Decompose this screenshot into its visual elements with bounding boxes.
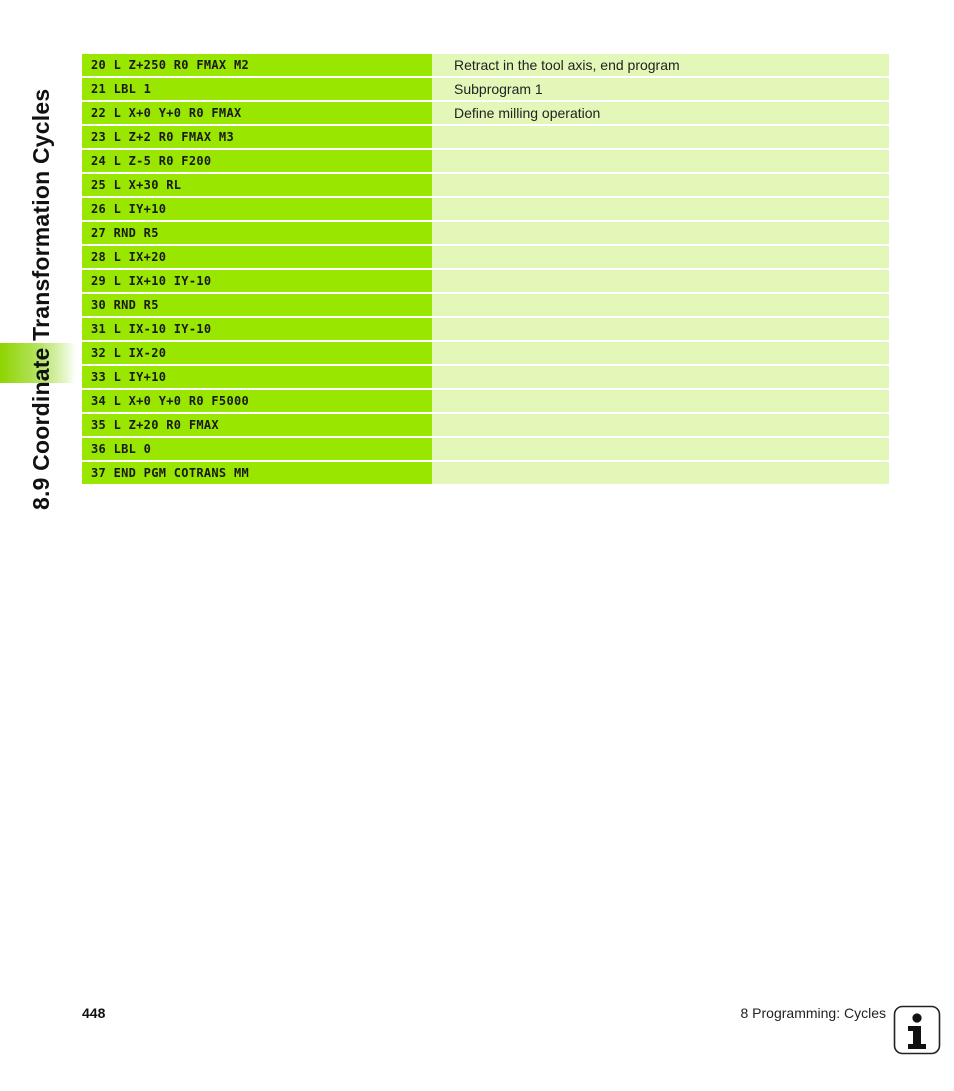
description-cell [432,414,889,438]
code-cell: 36 LBL 0 [82,438,432,462]
description-cell [432,198,889,222]
chapter-label: 8 Programming: Cycles [740,1005,886,1021]
section-title: 8.9 Coordinate Transformation Cycles [28,88,54,510]
code-cell: 29 L IX+10 IY-10 [82,270,432,294]
code-cell: 34 L X+0 Y+0 R0 F5000 [82,390,432,414]
table-row [82,54,889,78]
table-row [82,78,889,102]
description-cell: Subprogram 1 [432,78,889,102]
code-cell: 30 RND R5 [82,294,432,318]
code-cell: 20 L Z+250 R0 FMAX M2 [82,54,432,78]
description-cell [432,294,889,318]
code-cell: 22 L X+0 Y+0 R0 FMAX [82,102,432,126]
code-cell: 21 LBL 1 [82,78,432,102]
description-cell [432,150,889,174]
table-row [82,174,889,198]
table-row [82,102,889,126]
code-cell: 31 L IX-10 IY-10 [82,318,432,342]
description-cell [432,318,889,342]
table-row [82,414,889,438]
code-cell: 37 END PGM COTRANS MM [82,462,432,486]
table-row [82,294,889,318]
table-row [82,150,889,174]
description-cell [432,342,889,366]
table-row [82,198,889,222]
description-cell: Retract in the tool axis, end program [432,54,889,78]
description-cell [432,246,889,270]
code-cell: 33 L IY+10 [82,366,432,390]
code-cell: 35 L Z+20 R0 FMAX [82,414,432,438]
table-row [82,270,889,294]
description-cell [432,270,889,294]
code-cell: 28 L IX+20 [82,246,432,270]
description-cell [432,222,889,246]
code-cell: 27 RND R5 [82,222,432,246]
code-cell: 23 L Z+2 R0 FMAX M3 [82,126,432,150]
table-row [82,438,889,462]
page-number: 448 [82,1005,106,1021]
description-cell [432,462,889,486]
code-cell: 26 L IY+10 [82,198,432,222]
table-row [82,366,889,390]
description-cell [432,174,889,198]
description-cell [432,390,889,414]
nc-program-table [82,54,889,486]
code-cell: 32 L IX-20 [82,342,432,366]
info-icon [893,1005,941,1055]
side-title-area [0,0,80,520]
description-cell [432,126,889,150]
description-cell [432,438,889,462]
table-row [82,126,889,150]
table-row [82,462,889,486]
table-row [82,342,889,366]
table-row [82,390,889,414]
table-row [82,246,889,270]
description-cell [432,366,889,390]
table-row [82,222,889,246]
code-cell: 24 L Z-5 R0 F200 [82,150,432,174]
description-cell: Define milling operation [432,102,889,126]
table-row [82,318,889,342]
code-cell: 25 L X+30 RL [82,174,432,198]
